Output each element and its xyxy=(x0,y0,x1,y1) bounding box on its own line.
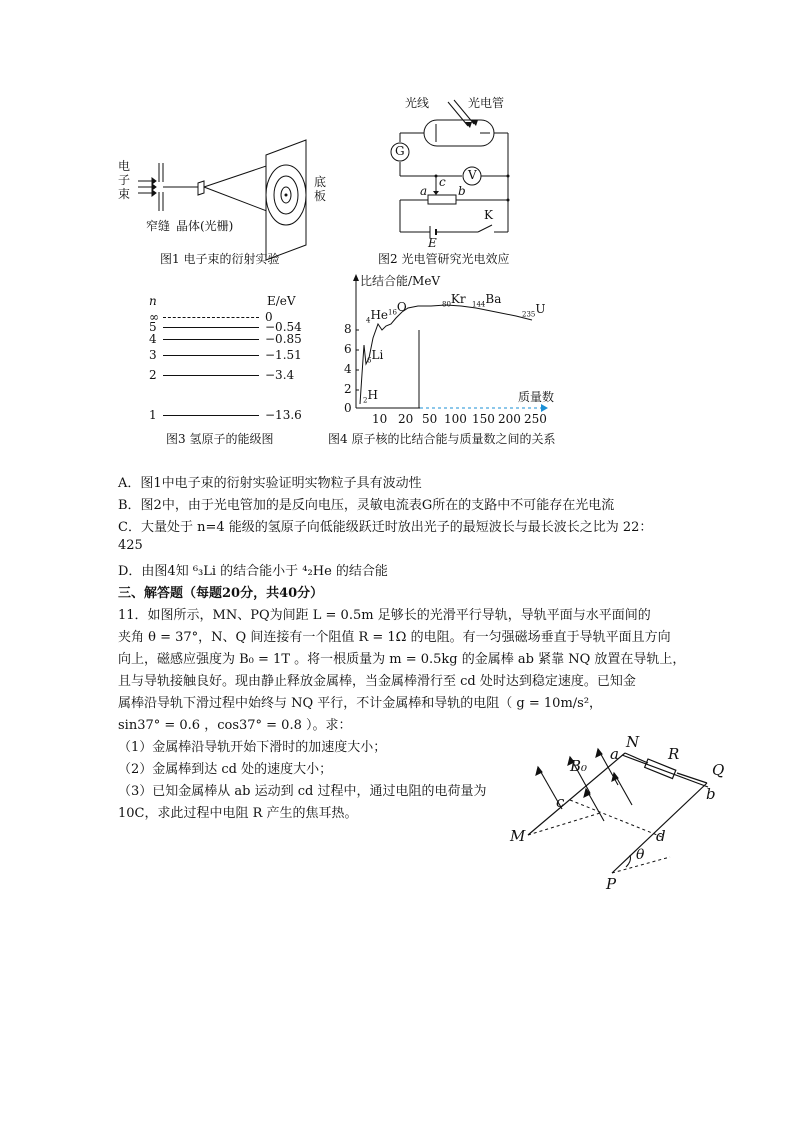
nuclide-o-symbol: O xyxy=(396,300,407,314)
y-tick-2: 2 xyxy=(344,382,352,396)
question-3-continued: 10C，求此过程中电阻 R 产生的焦耳热。 xyxy=(118,806,358,821)
nuclide-h-symbol: H xyxy=(367,388,378,402)
x-tick-20: 20 xyxy=(398,412,414,426)
tube-label: 光电管 xyxy=(468,96,505,110)
nuclide-li: $_6$Li xyxy=(367,348,384,365)
nuclide-li-symbol: Li xyxy=(371,348,384,362)
point-c-label: c xyxy=(439,175,446,189)
label-b: b xyxy=(706,785,716,803)
nuclide-u-symbol: U xyxy=(535,302,546,316)
inclined-rail-diagram xyxy=(500,735,750,895)
figure-5 xyxy=(500,735,750,895)
level-line xyxy=(163,415,259,416)
x-tick-250: 250 xyxy=(524,412,547,426)
label-c: c xyxy=(556,793,565,811)
energy-level-row xyxy=(145,368,310,382)
x-tick-150: 150 xyxy=(472,412,495,426)
x-tick-200: 200 xyxy=(498,412,521,426)
y-tick-4: 4 xyxy=(344,362,352,376)
level-line xyxy=(163,327,259,328)
n-header: n xyxy=(149,294,157,308)
question-2: （2）金属棒到达 cd 处的速度大小； xyxy=(118,762,333,777)
question-1: （1）金属棒沿导轨开始下滑时的加速度大小； xyxy=(118,740,387,755)
energy-level-row xyxy=(145,348,310,362)
label-m: M xyxy=(510,827,526,845)
figure-1-caption: 图1 电子束的衍射实验 xyxy=(160,252,280,266)
x-tick-100: 100 xyxy=(444,412,467,426)
level-n: 4 xyxy=(149,332,157,346)
nuclide-he: $_4$He xyxy=(366,308,389,325)
nuclide-ba: $_{144}$Ba xyxy=(472,292,502,309)
plate-label: 底板 xyxy=(314,175,327,203)
y-axis-title: 比结合能/MeV xyxy=(360,274,441,288)
slit-label: 窄缝 xyxy=(146,219,171,233)
photoelectric-circuit xyxy=(380,92,520,252)
figure-3 xyxy=(145,294,310,422)
energy-level-row xyxy=(145,332,310,346)
voltmeter-label: V xyxy=(468,168,477,182)
level-n: 1 xyxy=(149,408,157,422)
question-3: （3）已知金属棒从 ab 运动到 cd 过程中，通过电阻的电荷量为 xyxy=(118,784,487,799)
source-e-label: E xyxy=(428,236,437,250)
x-axis-title: 质量数 xyxy=(518,390,555,404)
problem-line-2: 夹角 θ = 37°，N、Q 间连接有一个阻值 R = 1Ω 的电阻。有一匀强磁场垂直于导轨平面且方向 xyxy=(118,630,671,645)
e-header: E/eV xyxy=(267,294,296,308)
label-r: R xyxy=(668,745,680,763)
level-line-dashed xyxy=(163,317,259,318)
x-tick-50: 50 xyxy=(422,412,438,426)
nuclide-h: $_2$H xyxy=(363,388,378,405)
option-b: B．图2中，由于光电管加的是反向电压，灵敏电流表G所在的支路中不可能存在光电流 xyxy=(118,498,615,513)
figure-1 xyxy=(118,135,338,265)
label-d: d xyxy=(656,827,666,845)
label-b0: B₀ xyxy=(570,757,588,775)
option-c: C．大量处于 n=4 能级的氢原子向低能级跃迁时放出光子的最短波长与最长波长之比为 22： xyxy=(118,520,653,535)
level-energy: −0.85 xyxy=(265,332,302,346)
galvanometer-label: G xyxy=(395,144,405,158)
figure-3-caption: 图3 氢原子的能级图 xyxy=(166,432,274,446)
level-energy: −3.4 xyxy=(265,368,295,382)
figure-2 xyxy=(380,92,520,252)
label-q: Q xyxy=(712,761,725,779)
level-energy: −0.54 xyxy=(265,320,302,334)
label-theta: θ xyxy=(636,847,645,863)
level-n: 5 xyxy=(149,320,157,334)
y-tick-0: 0 xyxy=(344,401,352,415)
label-n: N xyxy=(626,733,640,751)
level-line xyxy=(163,339,259,340)
level-line xyxy=(163,375,259,376)
light-label: 光线 xyxy=(405,96,430,110)
figure-2-caption: 图2 光电管研究光电效应 xyxy=(378,252,510,266)
switch-k-label: K xyxy=(484,208,493,222)
level-energy: 0 xyxy=(265,310,273,324)
section-title: 三、解答题（每题20分，共40分） xyxy=(118,586,324,601)
level-energy: −13.6 xyxy=(265,408,302,422)
energy-level-row xyxy=(145,408,310,422)
option-a: A．图1中电子束的衍射实验证明实物粒子具有波动性 xyxy=(118,476,422,491)
problem-line-3: 向上，磁感应强度为 B₀ = 1T 。将一根质量为 m = 0.5kg 的金属棒 ab 紧靠 NQ 放置在导轨上， xyxy=(118,652,686,667)
y-tick-6: 6 xyxy=(344,342,352,356)
beam-label: 电子束 xyxy=(118,159,131,201)
level-n: 2 xyxy=(149,368,157,382)
nuclide-u: $_{235}$U xyxy=(522,302,546,319)
nuclide-ba-symbol: Ba xyxy=(485,292,502,306)
level-n: 3 xyxy=(149,348,157,362)
level-line xyxy=(163,355,259,356)
figure-4 xyxy=(336,270,566,430)
nuclide-kr: $_{80}$Kr xyxy=(442,292,466,309)
level-n: ∞ xyxy=(149,310,159,324)
level-energy: −1.51 xyxy=(265,348,302,362)
point-b-label: b xyxy=(458,184,466,198)
y-tick-8: 8 xyxy=(344,322,352,336)
figure-4-caption: 图4 原子核的比结合能与质量数之间的关系 xyxy=(328,432,556,446)
label-p: P xyxy=(606,875,617,893)
problem-line-6: sin37° = 0.6 ，cos37° = 0.8 ）。求： xyxy=(118,718,352,733)
label-a: a xyxy=(610,745,619,763)
option-d: D．由图4知 ⁶₃Li 的结合能小于 ⁴₂He 的结合能 xyxy=(118,564,388,579)
problem-line-4: 且与导轨接触良好。现由静止释放金属棒，当金属棒滑行至 cd 处时达到稳定速度。已知金 xyxy=(118,674,636,689)
point-a-label: a xyxy=(420,184,428,198)
x-tick-10: 10 xyxy=(372,412,388,426)
crystal-label: 晶体(光栅) xyxy=(176,219,234,233)
nuclide-he-symbol: He xyxy=(370,308,389,322)
electron-diffraction-diagram xyxy=(118,135,338,265)
problem-line-5: 属棒沿导轨下滑过程中始终与 NQ 平行，不计金属棒和导轨的电阻（ g = 10m/s²， xyxy=(118,696,603,711)
nuclide-o: $_{16}$O xyxy=(388,300,407,317)
nuclide-kr-symbol: Kr xyxy=(450,292,466,306)
option-c-continued: 425 xyxy=(118,538,143,553)
problem-line-1: 11．如图所示，MN、PQ为间距 L = 0.5m 足够长的光滑平行导轨，导轨平面与水平面间的 xyxy=(118,608,651,623)
